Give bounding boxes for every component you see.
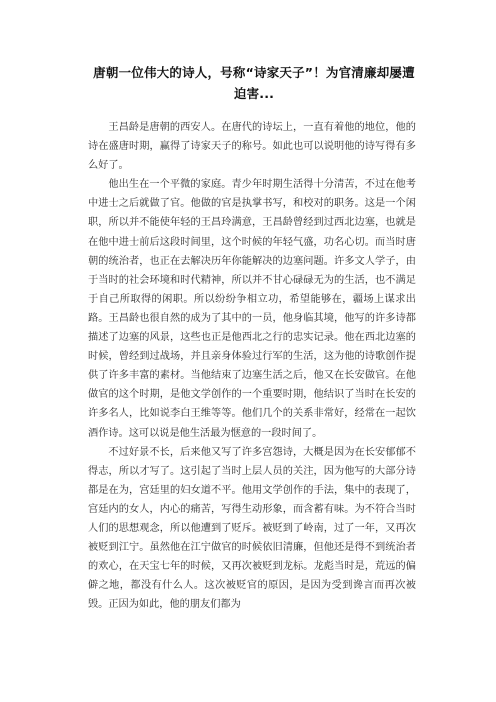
paragraph: 王昌龄是唐朝的西安人。在唐代的诗坛上，一直有着他的地位，他的诗在盛唐时期，赢得了诗家天子的称号。如此也可以说明他的诗写得有多么好了。 [88, 122, 416, 172]
article-body [88, 118, 416, 614]
paragraph: 不过好景不长，后来他又写了许多宫怨诗，大概是因为在长安郁郁不得志，所以才写了。这引起了当时上层人员的关注，因为他写的大部分诗都是在为，宫廷里的妇女道不平。他用文学创作的手法，集中的表现了，宫廷内的女人，内心的痛苦，写得生动形象，而含蓄有味。为不符合当时人们的思想观念，所以他遭到了贬斥。被贬到了岭南，过了一年，又再次被贬到江宁。虽然他在江宁做官的时候依旧清廉，但他还是得不到统治者的欢心，在天宝七年的时候，又再次被贬到龙标。龙彪当时是，荒远的偏僻之地，都没有什么人。这次被贬官的原因，是因为受到谗言而再次被毁。正因为如此，他的朋友们都为 [88, 446, 416, 611]
article-title: 唐朝一位伟大的诗人，号称“诗家天子”！为官清廉却屡遭迫害... [93, 65, 415, 101]
paragraph: 他出生在一个平微的家庭。青少年时期生活得十分清苦，不过在他考中进士之后就做了官。他做的官是执掌书写，和校对的职务。这是一个闲职，所以并不能使年轻的王昌玲满意，王昌龄曾经到过西北边塞，也就是在他中进士前后这段时间里，这个时候的年轻气盛，功名心切。而当时唐朝的统治者，也正在去解决历年你能解决的边塞问题。许多文人学子，由于当时的社会环境和时代精神，所以并不甘心碌碌无为的生活，也不满足于自己所取得的闲职。所以纷纷争相立功，希望能够在，疆场上谋求出路。王昌龄也很自然的成为了其中的一员，他身临其境，他写的许多诗都描述了边塞的风景，这些也正是他西北之行的忠实记录。他在西北边塞的时候，曾经到过战场，并且亲身体验过行军的生活，这为他的诗歌创作提供了许多丰富的素材。当他结束了边塞生活之后，他又在长安做官。在他做官的这个时期，是他文学创作的一个重要时期，他结识了当时在长安的许多名人，比如说李白王维等等。他们几个的关系非常好，经常在一起饮酒作诗。这可以说是他生活最为惬意的一段时间了。 [88, 179, 416, 439]
